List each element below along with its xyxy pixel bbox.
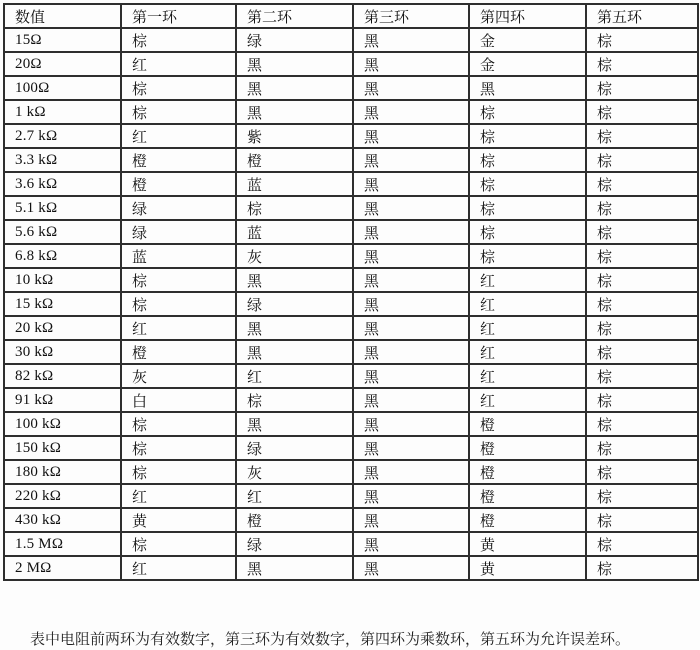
band-color-cell: 绿 <box>236 292 353 316</box>
band-color-cell: 黑 <box>353 412 469 436</box>
band-color-cell: 白 <box>121 388 236 412</box>
band-color-cell: 红 <box>469 340 586 364</box>
band-color-cell: 棕 <box>586 244 698 268</box>
band-color-cell: 黑 <box>353 172 469 196</box>
table-row <box>4 196 698 220</box>
resistance-value-cell: 150 kΩ <box>4 436 121 460</box>
band-color-cell: 灰 <box>236 460 353 484</box>
resistance-value-cell: 20Ω <box>4 52 121 76</box>
band-color-cell: 棕 <box>586 172 698 196</box>
band-color-cell: 黑 <box>469 76 586 100</box>
table-row <box>4 484 698 508</box>
table-row <box>4 244 698 268</box>
band-color-cell: 黑 <box>353 196 469 220</box>
resistance-value-cell: 220 kΩ <box>4 484 121 508</box>
table-row <box>4 460 698 484</box>
band-color-cell: 棕 <box>469 100 586 124</box>
band-color-cell: 棕 <box>586 436 698 460</box>
band-color-cell: 黑 <box>353 340 469 364</box>
band-color-cell: 黑 <box>236 52 353 76</box>
resistance-value-cell: 430 kΩ <box>4 508 121 532</box>
band-color-cell: 棕 <box>586 76 698 100</box>
band-color-cell: 绿 <box>121 196 236 220</box>
band-color-cell: 棕 <box>586 364 698 388</box>
table-row <box>4 28 698 52</box>
column-header: 数值 <box>4 4 121 28</box>
band-color-cell: 橙 <box>121 340 236 364</box>
column-header: 第四环 <box>469 4 586 28</box>
table-body <box>4 28 698 580</box>
band-color-cell: 棕 <box>469 172 586 196</box>
band-color-cell: 橙 <box>469 484 586 508</box>
band-color-cell: 黑 <box>236 340 353 364</box>
band-color-cell: 黑 <box>353 100 469 124</box>
resistance-value-cell: 3.3 kΩ <box>4 148 121 172</box>
band-color-cell: 黑 <box>353 484 469 508</box>
band-color-cell: 棕 <box>586 220 698 244</box>
band-color-cell: 灰 <box>121 364 236 388</box>
band-color-cell: 金 <box>469 52 586 76</box>
band-color-cell: 橙 <box>469 436 586 460</box>
band-color-cell: 棕 <box>586 196 698 220</box>
table-row <box>4 316 698 340</box>
band-color-cell: 棕 <box>586 532 698 556</box>
band-color-cell: 红 <box>236 364 353 388</box>
band-color-cell: 黑 <box>236 412 353 436</box>
band-color-cell: 黑 <box>353 268 469 292</box>
band-color-cell: 灰 <box>236 244 353 268</box>
band-color-cell: 黑 <box>236 100 353 124</box>
band-color-cell: 棕 <box>121 76 236 100</box>
band-color-cell: 黑 <box>353 508 469 532</box>
band-color-cell: 黑 <box>353 76 469 100</box>
band-color-cell: 橙 <box>121 172 236 196</box>
band-color-cell: 棕 <box>586 268 698 292</box>
band-color-cell: 橙 <box>236 148 353 172</box>
band-color-cell: 黑 <box>236 268 353 292</box>
resistance-value-cell: 100Ω <box>4 76 121 100</box>
band-color-cell: 黑 <box>353 388 469 412</box>
resistance-value-cell: 6.8 kΩ <box>4 244 121 268</box>
band-color-cell: 黑 <box>236 556 353 580</box>
band-color-cell: 绿 <box>236 532 353 556</box>
resistance-value-cell: 30 kΩ <box>4 340 121 364</box>
resistance-value-cell: 3.6 kΩ <box>4 172 121 196</box>
table-row <box>4 76 698 100</box>
band-color-cell: 黑 <box>353 124 469 148</box>
resistance-value-cell: 20 kΩ <box>4 316 121 340</box>
band-color-cell: 棕 <box>586 292 698 316</box>
band-color-cell: 棕 <box>121 532 236 556</box>
band-color-cell: 红 <box>121 52 236 76</box>
column-header: 第五环 <box>586 4 698 28</box>
resistance-value-cell: 1 kΩ <box>4 100 121 124</box>
resistance-value-cell: 15 kΩ <box>4 292 121 316</box>
band-color-cell: 棕 <box>586 460 698 484</box>
resistance-value-cell: 10 kΩ <box>4 268 121 292</box>
band-color-cell: 棕 <box>236 196 353 220</box>
band-color-cell: 棕 <box>469 244 586 268</box>
band-color-cell: 红 <box>121 316 236 340</box>
table-row <box>4 556 698 580</box>
band-color-cell: 棕 <box>469 148 586 172</box>
resistance-value-cell: 2 MΩ <box>4 556 121 580</box>
band-color-cell: 棕 <box>469 196 586 220</box>
band-color-cell: 棕 <box>121 460 236 484</box>
band-color-cell: 橙 <box>469 412 586 436</box>
header-row <box>4 4 698 28</box>
band-color-cell: 棕 <box>586 340 698 364</box>
band-color-cell: 黑 <box>353 220 469 244</box>
band-color-cell: 棕 <box>121 100 236 124</box>
resistance-value-cell: 2.7 kΩ <box>4 124 121 148</box>
table-row <box>4 268 698 292</box>
table-row <box>4 172 698 196</box>
column-header: 第三环 <box>353 4 469 28</box>
band-color-cell: 棕 <box>469 220 586 244</box>
column-header: 第一环 <box>121 4 236 28</box>
band-color-cell: 黑 <box>353 292 469 316</box>
band-color-cell: 橙 <box>469 460 586 484</box>
table-row <box>4 52 698 76</box>
clipped-caption <box>0 629 700 648</box>
band-color-cell: 黄 <box>469 532 586 556</box>
band-color-cell: 棕 <box>586 508 698 532</box>
band-color-cell: 绿 <box>236 28 353 52</box>
band-color-cell: 黑 <box>236 316 353 340</box>
band-color-cell: 黄 <box>121 508 236 532</box>
band-color-cell: 黑 <box>353 436 469 460</box>
resistance-value-cell: 100 kΩ <box>4 412 121 436</box>
band-color-cell: 红 <box>469 364 586 388</box>
band-color-cell: 橙 <box>236 508 353 532</box>
table-row <box>4 388 698 412</box>
band-color-cell: 红 <box>469 388 586 412</box>
resistance-value-cell: 5.6 kΩ <box>4 220 121 244</box>
column-header: 第二环 <box>236 4 353 28</box>
band-color-cell: 绿 <box>236 436 353 460</box>
resistance-value-cell: 180 kΩ <box>4 460 121 484</box>
band-color-cell: 黑 <box>353 532 469 556</box>
table-row <box>4 532 698 556</box>
band-color-cell: 棕 <box>121 268 236 292</box>
band-color-cell: 黑 <box>353 244 469 268</box>
table-row <box>4 220 698 244</box>
band-color-cell: 棕 <box>121 28 236 52</box>
band-color-cell: 棕 <box>586 52 698 76</box>
band-color-cell: 黑 <box>353 364 469 388</box>
band-color-cell: 红 <box>469 268 586 292</box>
band-color-cell: 金 <box>469 28 586 52</box>
table-row <box>4 340 698 364</box>
band-color-cell: 棕 <box>586 28 698 52</box>
band-color-cell: 棕 <box>586 388 698 412</box>
band-color-cell: 橙 <box>121 148 236 172</box>
band-color-cell: 绿 <box>121 220 236 244</box>
table-row <box>4 124 698 148</box>
resistance-value-cell: 15Ω <box>4 28 121 52</box>
band-color-cell: 棕 <box>586 412 698 436</box>
band-color-cell: 黑 <box>353 316 469 340</box>
table-row <box>4 508 698 532</box>
band-color-cell: 蓝 <box>121 244 236 268</box>
band-color-cell: 黑 <box>353 28 469 52</box>
band-color-cell: 黄 <box>469 556 586 580</box>
band-color-cell: 棕 <box>469 124 586 148</box>
band-color-cell: 紫 <box>236 124 353 148</box>
band-color-cell: 红 <box>121 484 236 508</box>
band-color-cell: 蓝 <box>236 220 353 244</box>
band-color-cell: 红 <box>121 556 236 580</box>
table-row <box>4 364 698 388</box>
clipped-caption-text: 表中电阻前两环为有效数字，第三环为有效数字，第四环为乘数环，第五环为允许误差环。 <box>30 632 631 648</box>
band-color-cell: 棕 <box>121 436 236 460</box>
band-color-cell: 红 <box>236 484 353 508</box>
band-color-cell: 棕 <box>586 316 698 340</box>
band-color-cell: 棕 <box>586 484 698 508</box>
resistor-color-code-table <box>3 3 699 581</box>
table-row <box>4 412 698 436</box>
band-color-cell: 棕 <box>121 412 236 436</box>
band-color-cell: 红 <box>469 292 586 316</box>
band-color-cell: 红 <box>469 316 586 340</box>
band-color-cell: 棕 <box>586 148 698 172</box>
table-row <box>4 436 698 460</box>
resistance-value-cell: 82 kΩ <box>4 364 121 388</box>
band-color-cell: 黑 <box>353 148 469 172</box>
table-row <box>4 100 698 124</box>
band-color-cell: 棕 <box>586 556 698 580</box>
band-color-cell: 棕 <box>586 124 698 148</box>
band-color-cell: 橙 <box>469 508 586 532</box>
band-color-cell: 棕 <box>586 100 698 124</box>
table-row <box>4 148 698 172</box>
band-color-cell: 黑 <box>353 460 469 484</box>
table-row <box>4 292 698 316</box>
band-color-cell: 黑 <box>353 556 469 580</box>
band-color-cell: 红 <box>121 124 236 148</box>
band-color-cell: 黑 <box>353 52 469 76</box>
resistance-value-cell: 1.5 MΩ <box>4 532 121 556</box>
band-color-cell: 棕 <box>121 292 236 316</box>
resistance-value-cell: 5.1 kΩ <box>4 196 121 220</box>
band-color-cell: 黑 <box>236 76 353 100</box>
band-color-cell: 蓝 <box>236 172 353 196</box>
resistance-value-cell: 91 kΩ <box>4 388 121 412</box>
band-color-cell: 棕 <box>236 388 353 412</box>
